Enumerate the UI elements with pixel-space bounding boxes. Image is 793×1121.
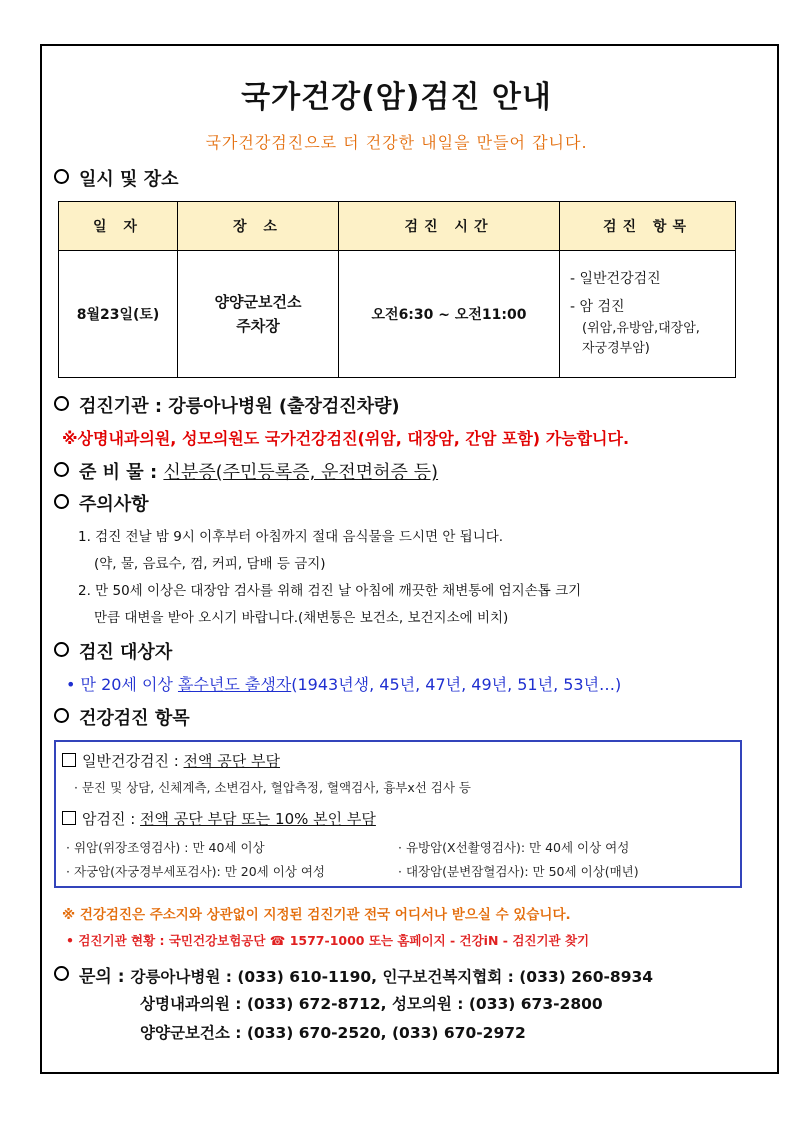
schedule-heading: 일시 및 장소 xyxy=(79,169,179,190)
section-prep xyxy=(54,458,438,484)
cell-date: 8월23일(토) xyxy=(59,251,178,378)
target-underlined: 홀수년도 출생자 xyxy=(177,675,292,694)
schedule-table xyxy=(58,201,736,378)
caution-line-2: (약, 물, 음료수, 껌, 커피, 담배 등 금지) xyxy=(94,556,326,572)
item-cancer: - 암 검진 xyxy=(570,298,625,315)
cancer-detail-colon: · 대장암(분변잠혈검사): 만 50세 이상(매년) xyxy=(398,864,639,879)
target-suffix: (1943년생, 45년, 47년, 49년, 51년, 53년…) xyxy=(291,675,622,694)
institution-note: ※상명내과의원, 성모의원도 국가건강검진(위암, 대장암, 간암 포함) 가능합니다. xyxy=(62,429,630,448)
contact-line-2: 상명내과의원 : (033) 672-8712, 성모의원 : (033) 673-2800 xyxy=(140,995,603,1013)
checkbox-square-icon xyxy=(62,811,76,825)
contact-row-1 xyxy=(54,962,653,987)
target-heading: 검진 대상자 xyxy=(79,642,173,663)
general-detail: · 문진 및 상담, 신체계측, 소변검사, 혈압측정, 혈액검사, 흉부x선 검사 등 xyxy=(74,780,471,795)
caution-line-4: 만큼 대변을 받아 오시기 바랍니다.(채변통은 보건소, 보건지소에 비치) xyxy=(94,610,509,626)
target-prefix: • 만 20세 이상 xyxy=(66,675,178,694)
contact-label: 문의 : xyxy=(79,967,131,987)
page-title: 국가건강(암)검진 안내 xyxy=(241,80,552,115)
circle-bullet-icon xyxy=(54,169,69,184)
circle-bullet-icon xyxy=(54,966,69,981)
header-place: 장 소 xyxy=(178,202,339,251)
section-health-items xyxy=(54,704,190,730)
caution-line-1: 1. 검진 전날 밤 9시 이후부터 아침까지 절대 음식물을 드시면 안 됩니다. xyxy=(78,529,504,545)
circle-bullet-icon xyxy=(54,494,69,509)
caution-line-3: 2. 만 50세 이상은 대장암 검사를 위해 검진 날 아침에 깨끗한 채변통에 엄지손톱 크기 xyxy=(78,583,582,599)
general-label: 일반건강검진 : xyxy=(82,752,184,770)
contact-line-3: 양양군보건소 : (033) 670-2520, (033) 670-2972 xyxy=(140,1024,526,1042)
section-institution xyxy=(54,392,400,418)
target-line xyxy=(66,672,621,695)
place-line1: 양양군보건소 xyxy=(214,293,302,311)
header-time: 검진 시간 xyxy=(339,202,560,251)
notice-text: ※ 건강검진은 주소지와 상관없이 지정된 검진기관 전국 어디서나 받으실 수 있습니다. xyxy=(62,907,571,923)
health-items-heading: 건강검진 항목 xyxy=(79,708,190,729)
lookup-text: • 검진기관 현황 : 국민건강보험공단 ☎ 1577-1000 또는 홈페이지 - 건강iN - 검진기관 찾기 xyxy=(66,933,590,948)
item-general: - 일반건강검진 xyxy=(570,271,661,288)
circle-bullet-icon xyxy=(54,396,69,411)
caution-heading: 주의사항 xyxy=(79,494,149,515)
circle-bullet-icon xyxy=(54,708,69,723)
general-cost: 전액 공단 부담 xyxy=(183,752,281,770)
contact-line-1: 강릉아나병원 : (033) 610-1190, 인구보건복지협회 : (033) 260-8934 xyxy=(130,968,654,986)
cell-place xyxy=(178,251,339,378)
circle-bullet-icon xyxy=(54,642,69,657)
header-items: 검진 항목 xyxy=(560,202,736,251)
prep-label: 준 비 물 : xyxy=(79,462,164,483)
header-date: 일 자 xyxy=(59,202,178,251)
table-header-row xyxy=(59,202,736,251)
item-cancer-types: (위암,유방암,대장암, xyxy=(582,320,700,336)
cancer-cost: 전액 공단 부담 또는 10% 본인 부담 xyxy=(140,810,376,828)
prep-value: 신분증(주민등록증, 운전면허증 등) xyxy=(163,462,439,483)
item-cancer-types-2: 자궁경부암) xyxy=(582,340,650,356)
page-subtitle: 국가건강검진으로 더 건강한 내일을 만들어 갑니다. xyxy=(205,133,588,152)
cell-time: 오전6:30 ~ 오전11:00 xyxy=(339,251,560,378)
section-caution xyxy=(54,490,149,516)
section-target xyxy=(54,638,172,664)
table-row xyxy=(59,251,736,378)
cancer-detail-breast: · 유방암(X선촬영검사): 만 40세 이상 여성 xyxy=(398,840,630,855)
place-line2: 주차장 xyxy=(236,317,280,335)
cell-items xyxy=(560,251,736,378)
circle-bullet-icon xyxy=(54,462,69,477)
cancer-row xyxy=(62,808,376,829)
cancer-label: 암검진 : xyxy=(82,810,141,828)
checkbox-square-icon xyxy=(62,753,76,767)
cancer-detail-cervical: · 자궁암(자궁경부세포검사): 만 20세 이상 여성 xyxy=(66,864,325,879)
section-schedule xyxy=(54,165,178,191)
general-row xyxy=(62,750,280,771)
institution-label: 검진기관 : 강릉아나병원 (출장검진차량) xyxy=(79,396,400,417)
cancer-detail-stomach: · 위암(위장조영검사) : 만 40세 이상 xyxy=(66,840,265,855)
